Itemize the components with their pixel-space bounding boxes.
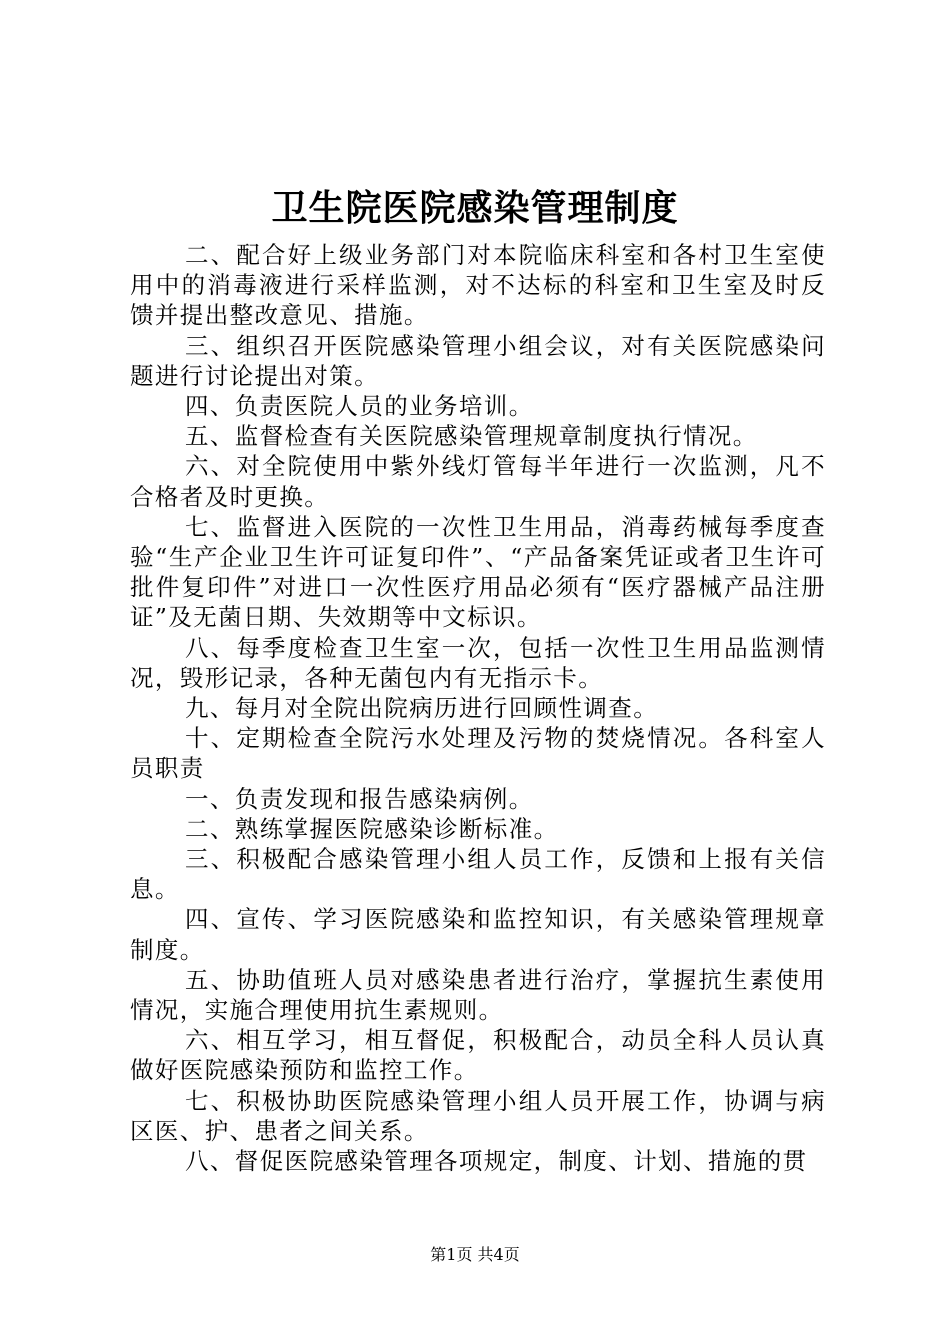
paragraph: 七、监督进入医院的一次性卫生用品，消毒药械每季度查验“生产企业卫生许可证复印件”、“产品备案凭证或者卫生许可批件复印件”对进口一次性医疗用品必须有“医疗器械产品注册证”及无菌日期、失效期等中文标识。	[130, 512, 826, 632]
page-footer: 第1页 共4页	[430, 1245, 520, 1264]
paragraph: 四、负责医院人员的业务培训。	[185, 392, 534, 421]
paragraph: 一、负责发现和报告感染病例。	[185, 784, 534, 813]
paragraph: 七、积极协助医院感染管理小组人员开展工作，协调与病区医、护、患者之间关系。	[130, 1086, 826, 1145]
paragraph: 五、协助值班人员对感染患者进行治疗，掌握抗生素使用情况，实施合理使用抗生素规则。	[130, 965, 826, 1025]
paragraph: 九、每月对全院出院病历进行回顾性调查。	[185, 694, 659, 723]
paragraph: 八、督促医院感染管理各项规定，制度、计划、措施的贯	[185, 1147, 808, 1176]
document-body	[130, 240, 826, 1176]
paragraph: 二、配合好上级业务部门对本院临床科室和各村卫生室使用中的消毒液进行采样监测，对不达标的科室和卫生室及时反馈并提出整改意见、措施。	[130, 241, 826, 330]
document-title: 卫生院医院感染管理制度	[271, 187, 679, 229]
paragraph: 十、定期检查全院污水处理及污物的焚烧情况。各科室人员职责	[130, 724, 826, 783]
paragraph: 五、监督检查有关医院感染管理规章制度执行情况。	[185, 422, 758, 451]
paragraph: 三、组织召开医院感染管理小组会议，对有关医院感染问题进行讨论提出对策。	[130, 331, 826, 390]
paragraph: 四、宣传、学习医院感染和监控知识，有关感染管理规章制度。	[130, 905, 826, 964]
paragraph: 八、每季度检查卫生室一次，包括一次性卫生用品监测情况，毁形记录，各种无菌包内有无指示卡。	[130, 633, 826, 692]
paragraph: 六、对全院使用中紫外线灯管每半年进行一次监测，凡不合格者及时更换。	[130, 452, 826, 511]
paragraph: 二、熟练掌握医院感染诊断标准。	[185, 814, 559, 843]
paragraph: 六、相互学习，相互督促，积极配合，动员全科人员认真做好医院感染预防和监控工作。	[130, 1026, 826, 1085]
paragraph: 三、积极配合感染管理小组人员工作，反馈和上报有关信息。	[130, 845, 826, 904]
